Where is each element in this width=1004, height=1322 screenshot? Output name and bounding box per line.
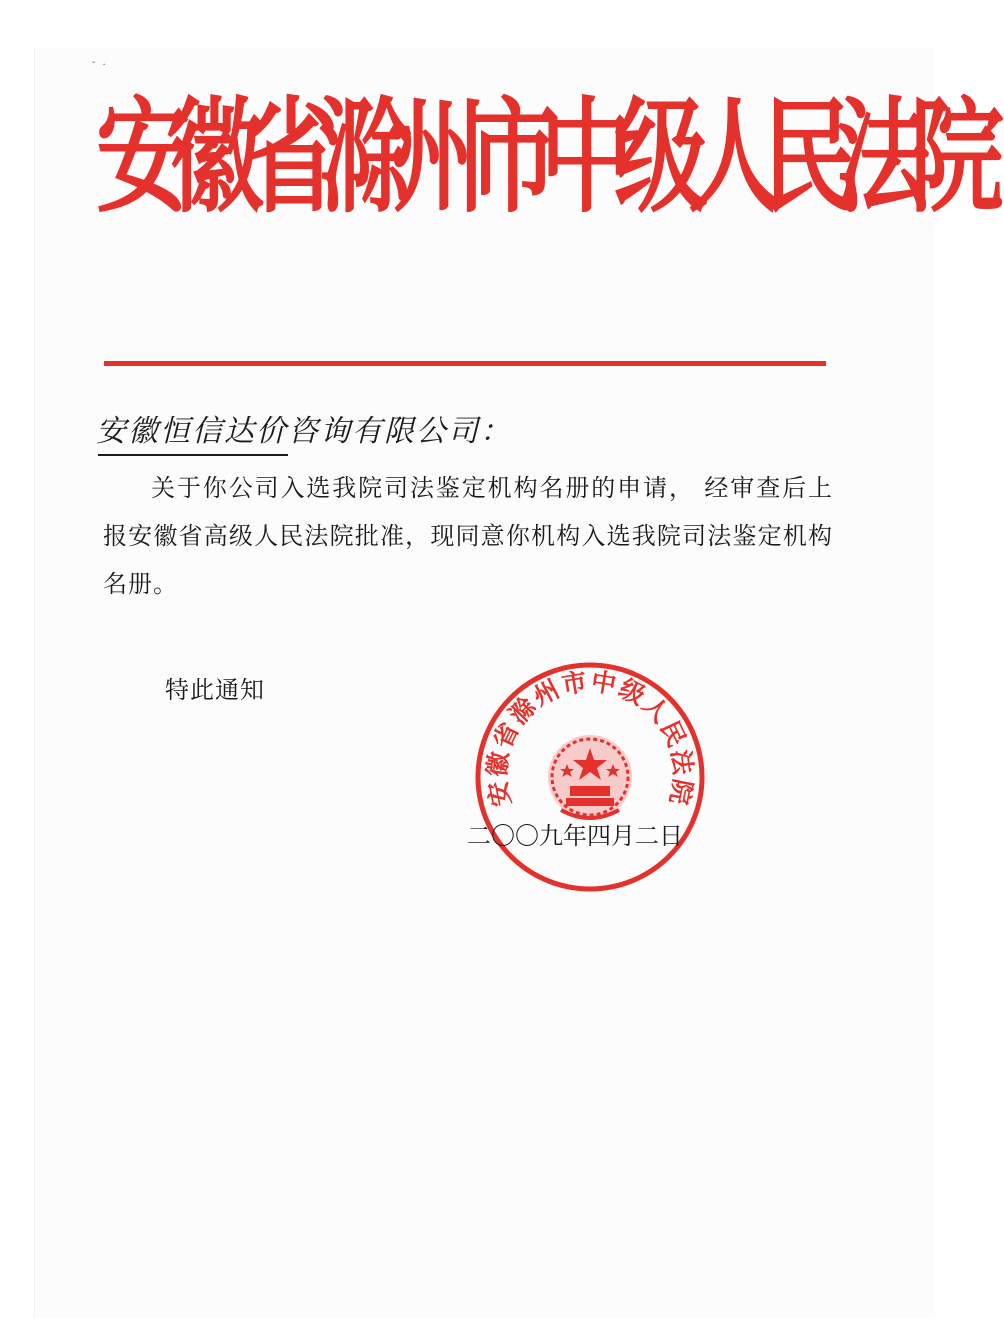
letterhead-char: 法 [836, 86, 931, 231]
letterhead-char: 民 [762, 86, 857, 231]
letterhead-char: 市 [466, 86, 561, 231]
addressee-underline [98, 454, 288, 456]
letterhead-char: 滁 [318, 86, 413, 231]
body-paragraph: 关于你公司入选我院司法鉴定机构名册的申请， 经审查后上报安徽省高级人民法院批准，现同意你机构入选我院司法鉴定机构名册。 [103, 474, 833, 598]
letterhead-char: 州 [392, 86, 487, 231]
letterhead-title [96, 60, 1004, 258]
closing-phrase: 特此通知 [165, 676, 265, 704]
letterhead-char: 级 [614, 86, 709, 231]
letterhead-char: 院 [910, 86, 1004, 231]
scan-mark: - . [92, 57, 108, 68]
addressee-text: 安徽恒信达价咨询有限公司： [96, 414, 512, 449]
letterhead-char: 省 [244, 86, 339, 231]
letterhead-char: 徽 [170, 86, 265, 231]
official-seal [473, 660, 707, 894]
national-emblem-icon [548, 735, 632, 819]
letterhead-char: 人 [688, 86, 783, 231]
letterhead-char: 安 [96, 86, 191, 231]
addressee [96, 410, 512, 454]
letterhead-char: 中 [540, 86, 635, 231]
letterhead-divider [104, 361, 826, 366]
issue-date: 二〇〇九年四月二日 [467, 822, 683, 850]
seal-text-path: 安徽省滁州市中级人民法院 [482, 666, 698, 809]
